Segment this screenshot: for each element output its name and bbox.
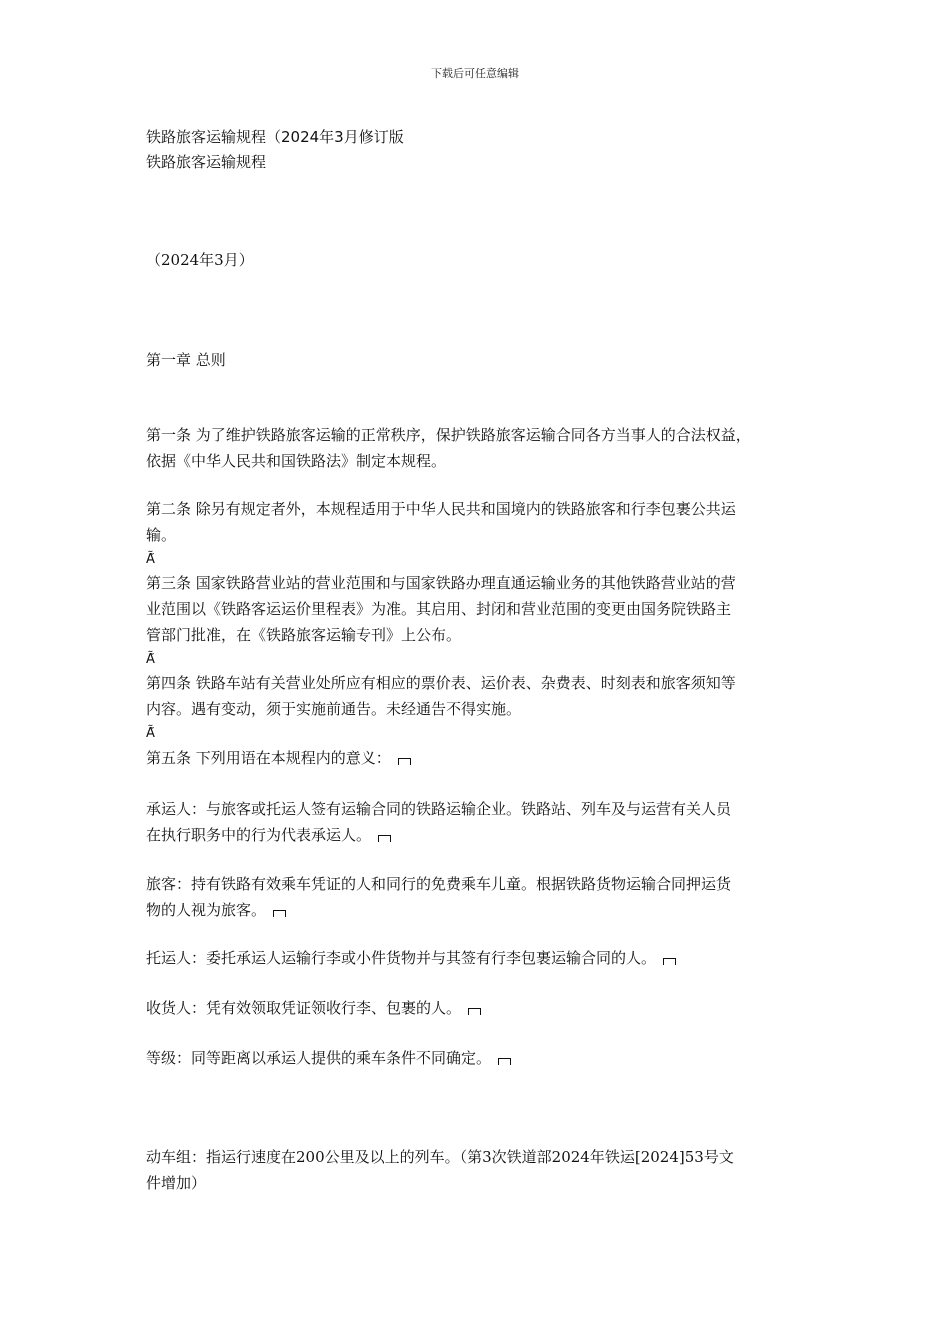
article-5-paragraph (146, 745, 814, 771)
return-mark-icon (663, 958, 676, 965)
return-mark-icon (378, 835, 391, 842)
passenger-definition (146, 871, 814, 923)
article-3-line-2: 业范围以《铁路客运运价里程表》为准。其启用、封闭和营业范围的变更由国务院铁路主 (146, 600, 732, 618)
page-header-note: 下载后可任意编辑 (431, 67, 519, 80)
grade-definition (146, 1045, 814, 1071)
article-4-paragraph (146, 670, 814, 722)
shipper-line: 托运人：委托承运人运输行李或小件货物并与其签有行李包裹运输合同的人。 (146, 949, 657, 967)
article-1-paragraph (146, 422, 814, 474)
return-mark-icon (468, 1008, 481, 1015)
grade-line: 等级：同等距离以承运人提供的乘车条件不同确定。 (146, 1049, 492, 1067)
carrier-definition (146, 796, 814, 848)
passenger-line-2: 物的人视为旅客。 (146, 901, 267, 919)
article-3-paragraph (146, 570, 814, 648)
revision-date (146, 247, 814, 273)
article-3-line-1: 第三条 国家铁路营业站的营业范围和与国家铁路办理直通运输业务的其他铁路营业站的营 (146, 574, 736, 592)
article-5-line: 第五条 下列用语在本规程内的意义： (146, 749, 391, 767)
chapter-heading-text: 第一章 总则 (146, 351, 226, 369)
document-title: 铁路旅客运输规程（2024年3月修订版 (146, 128, 404, 146)
document-subtitle: 铁路旅客运输规程 (146, 153, 267, 171)
carrier-line-2: 在执行职务中的行为代表承运人。 (146, 826, 372, 844)
article-2-paragraph (146, 496, 814, 548)
article-4-line-2: 内容。遇有变动，须于实施前通告。未经通告不得实施。 (146, 700, 522, 718)
article-3-line-3: 管部门批准，在《铁路旅客运输专刊》上公布。 (146, 626, 462, 644)
article-2-line-2: 输。 (146, 526, 177, 544)
article-1-line-1: 第一条 为了维护铁路旅客运输的正常秩序，保护铁路旅客运输合同各方当事人的合法权益， (146, 426, 751, 444)
consignee-line: 收货人：凭有效领取凭证领收行李、包裹的人。 (146, 999, 462, 1017)
shipper-definition (146, 945, 814, 971)
passenger-line-1: 旅客：持有铁路有效乘车凭证的人和同行的免费乘车儿童。根据铁路货物运输合同押运货 (146, 875, 732, 893)
article-2-line-1: 第二条 除另有规定者外，本规程适用于中华人民共和国境内的铁路旅客和行李包裹公共运 (146, 500, 736, 518)
article-1-line-2: 依据《中华人民共和国铁路法》制定本规程。 (146, 452, 447, 470)
emu-definition (146, 1144, 814, 1196)
chapter-heading (146, 347, 814, 373)
stray-mark-1: Ã̃ (146, 552, 155, 567)
return-mark-icon (398, 758, 411, 765)
stray-mark-3: Ã̃ (146, 726, 155, 741)
carrier-line-1: 承运人：与旅客或托运人签有运输合同的铁路运输企业。铁路站、列车及与运营有关人员 (146, 800, 732, 818)
emu-line-2: 件增加） (146, 1174, 207, 1192)
revision-date-text: （2024年3月） (146, 251, 254, 269)
stray-mark-2: Ã̃ (146, 652, 155, 667)
return-mark-icon (273, 910, 286, 917)
emu-line-1: 动车组：指运行速度在200公里及以上的列车。（第3次铁道部2024年铁运[2024]53号文 (146, 1148, 734, 1166)
consignee-definition (146, 995, 814, 1021)
article-4-line-1: 第四条 铁路车站有关营业处所应有相应的票价表、运价表、杂费表、时刻表和旅客须知等 (146, 674, 736, 692)
return-mark-icon (498, 1058, 511, 1065)
